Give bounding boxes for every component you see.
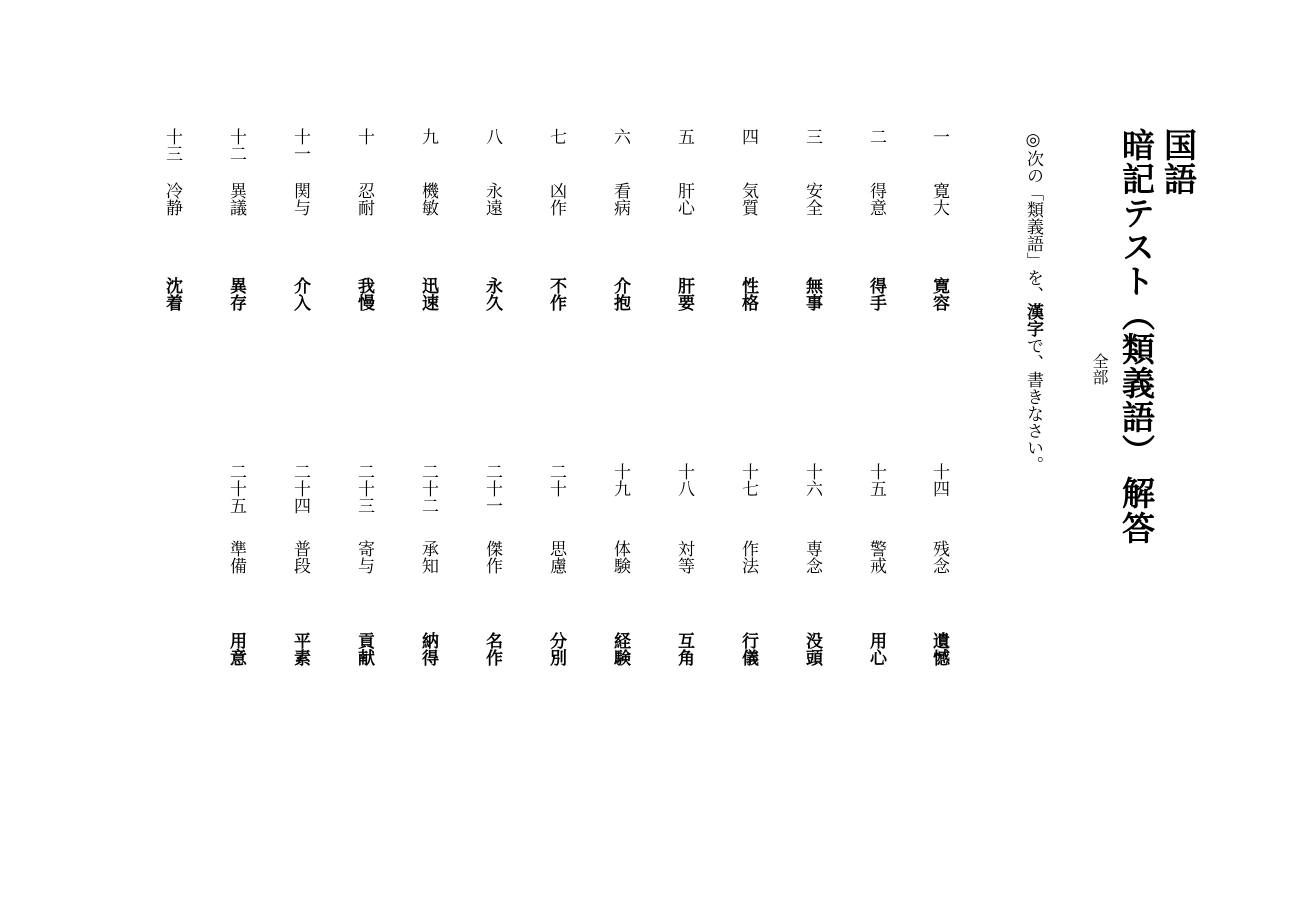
question-number: 七 — [546, 128, 566, 145]
question-word: 体験 — [610, 540, 630, 574]
answer-word: 互角 — [674, 632, 694, 666]
question-word: 看病 — [610, 182, 630, 216]
answer-word: 異存 — [226, 277, 246, 311]
answer-word: 得手 — [866, 277, 886, 311]
page-title: 暗記テスト（類義語） — [1117, 128, 1156, 468]
question-word: 残念 — [929, 540, 949, 574]
question-word: 普段 — [290, 540, 310, 574]
question-number: 十二 — [226, 128, 246, 162]
question-number: 五 — [674, 128, 694, 145]
page-subtitle: 全部 — [1090, 353, 1109, 385]
question-word: 寄与 — [354, 540, 374, 574]
answer-heading: 解答 — [1117, 476, 1156, 546]
answer-word: 不作 — [546, 277, 566, 311]
question-number: 二十四 — [290, 463, 310, 514]
answer-word: 行儀 — [738, 632, 758, 666]
question-number: 一 — [929, 128, 949, 145]
answer-word: 永久 — [482, 277, 502, 311]
question-word: 永遠 — [482, 182, 502, 216]
answer-word: 用心 — [866, 632, 886, 666]
question-word: 思慮 — [546, 540, 566, 574]
answer-word: 介入 — [290, 277, 310, 311]
question-number: 十七 — [738, 463, 758, 497]
answer-word: 迅速 — [418, 277, 438, 311]
answer-word: 寛容 — [929, 277, 949, 311]
question-word: 対等 — [674, 540, 694, 574]
question-number: 二十三 — [354, 463, 374, 514]
question-word: 異議 — [226, 182, 246, 216]
question-number: 二 — [866, 128, 886, 145]
answer-word: 納得 — [418, 632, 438, 666]
question-word: 専念 — [802, 540, 822, 574]
question-number: 十三 — [162, 128, 182, 162]
question-word: 忍耐 — [354, 182, 374, 216]
question-word: 傑作 — [482, 540, 502, 574]
answer-word: 遺憾 — [929, 632, 949, 666]
instruction-prefix: ◎次の「類義語」を、 — [1023, 130, 1043, 303]
answer-word: 介抱 — [610, 277, 630, 311]
instruction-suffix: で、書きなさい。 — [1023, 337, 1043, 473]
answer-word: 経験 — [610, 632, 630, 666]
question-number: 二十一 — [482, 463, 502, 514]
question-number: 四 — [738, 128, 758, 145]
question-word: 関与 — [290, 182, 310, 216]
question-word: 機敏 — [418, 182, 438, 216]
answer-word: 名作 — [482, 632, 502, 666]
question-word: 気質 — [738, 182, 758, 216]
question-number: 十一 — [290, 128, 310, 162]
question-word: 準備 — [226, 540, 246, 574]
question-word: 承知 — [418, 540, 438, 574]
answer-word: 貢献 — [354, 632, 374, 666]
question-word: 安全 — [802, 182, 822, 216]
answer-word: 性格 — [738, 277, 758, 311]
question-number: 十 — [354, 128, 374, 145]
instruction — [1024, 130, 1041, 473]
question-word: 警戒 — [866, 540, 886, 574]
answer-word: 我慢 — [354, 277, 374, 311]
question-word: 作法 — [738, 540, 758, 574]
question-number: 十八 — [674, 463, 694, 497]
question-number: 二十 — [546, 463, 566, 497]
question-number: 十六 — [802, 463, 822, 497]
question-word: 肝心 — [674, 182, 694, 216]
question-word: 得意 — [866, 182, 886, 216]
answer-word: 没頭 — [802, 632, 822, 666]
question-number: 十四 — [929, 463, 949, 497]
question-number: 二十二 — [418, 463, 438, 514]
question-number: 十五 — [866, 463, 886, 497]
question-number: 九 — [418, 128, 438, 145]
question-number: 二十五 — [226, 463, 246, 514]
question-word: 凶作 — [546, 182, 566, 216]
instruction-emphasis: 漢字 — [1023, 303, 1043, 337]
answer-word: 無事 — [802, 277, 822, 311]
question-number: 三 — [802, 128, 822, 145]
question-number: 十九 — [610, 463, 630, 497]
answer-word: 平素 — [290, 632, 310, 666]
question-word: 冷静 — [162, 182, 182, 216]
answer-word: 用意 — [226, 632, 246, 666]
answer-word: 分別 — [546, 632, 566, 666]
answer-word: 肝要 — [674, 277, 694, 311]
subject-heading: 国語 — [1159, 128, 1198, 196]
question-number: 六 — [610, 128, 630, 145]
answer-word: 沈着 — [162, 277, 182, 311]
question-word: 寛大 — [929, 182, 949, 216]
question-number: 八 — [482, 128, 502, 145]
